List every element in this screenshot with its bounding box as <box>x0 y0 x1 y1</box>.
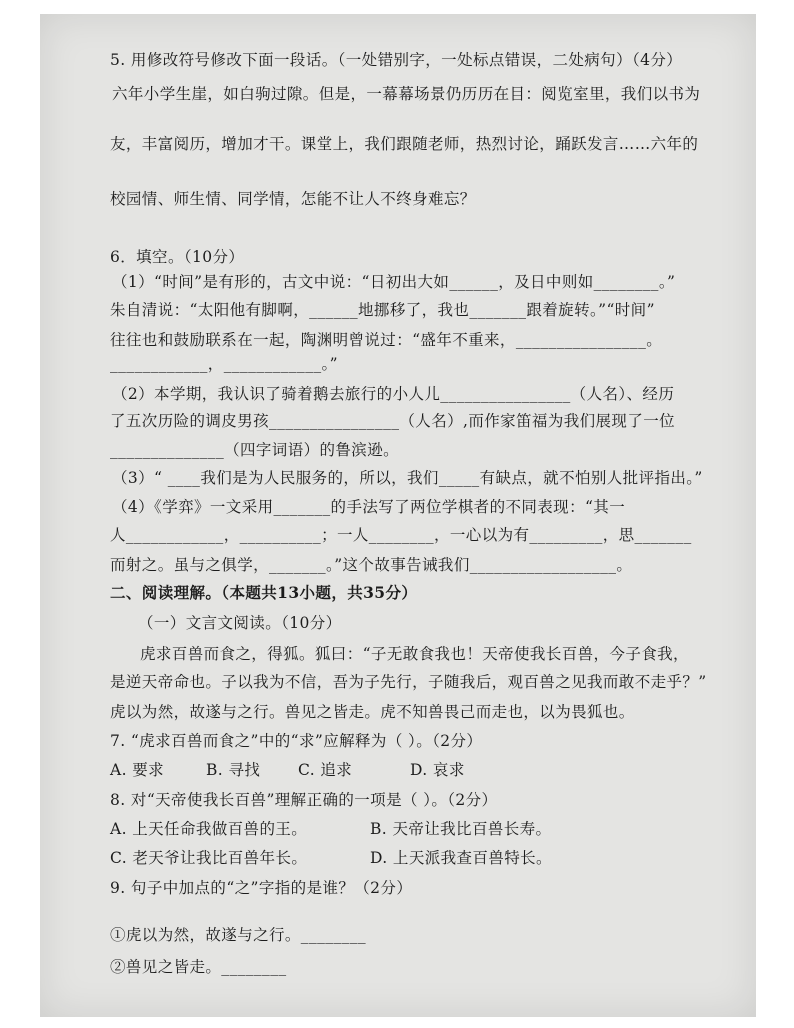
q8-option-b: B. 天帝让我比百兽长寿。 <box>370 820 552 838</box>
q6-line-3: 往往也和鼓励联系在一起，陶渊明曾说过：“盛年不重来，________________。 <box>110 331 663 349</box>
passage-line-2: 是逆天帝命也。子以我为不信，吾为子先行，子随我后，观百兽之见我而敢不走乎？” <box>110 673 707 691</box>
q6-line-6: 了五次历险的调皮男孩________________（人名）,而作家笛福为我们展现了一位 <box>110 412 676 430</box>
q6-line-2: 朱自清说：“太阳他有脚啊，______地挪移了，我也_______跟着旋转。”“时间” <box>110 301 655 319</box>
q6-line-10: 人____________，__________；一人________，一心以为有_________，思_______ <box>110 526 692 544</box>
q6-line-4: ____________，____________。” <box>110 355 338 373</box>
q8-option-a: A. 上天任命我做百兽的王。 <box>110 820 308 838</box>
q6-line-11: 而射之。虽与之俱学，_______。”这个故事告诫我们__________________。 <box>110 556 633 574</box>
q7-option-c: C. 追求 <box>298 761 353 779</box>
q5-heading: 5. 用修改符号修改下面一段话。（一处错别字，一处标点错误，二处病句）（4分） <box>110 51 683 69</box>
q9-item-1: ①虎以为然，故遂与之行。________ <box>110 926 367 944</box>
q6-line-9: （4）《学弈》一文采用_______的手法写了两位学棋者的不同表现：“其一 <box>112 498 626 516</box>
exam-paper <box>40 14 756 1017</box>
passage-line-1: 虎求百兽而食之，得狐。狐曰：“子无敢食我也！天帝使我长百兽，今子食我， <box>140 645 689 663</box>
q6-line-1: （1）“时间”是有形的，古文中说：“日初出大如______，及日中则如________。” <box>112 273 676 291</box>
q5-paragraph-line-2: 友，丰富阅历，增加才干。课堂上，我们跟随老师，热烈讨论，踊跃发言……六年的 <box>110 135 699 153</box>
q7-option-a: A. 要求 <box>110 761 165 779</box>
q8-stem: 8. 对“天帝使我长百兽”理解正确的一项是（ ）。（2分） <box>110 791 498 809</box>
q7-option-d: D. 哀求 <box>410 761 465 779</box>
q9-item-2: ②兽见之皆走。________ <box>110 958 287 976</box>
passage-line-3: 虎以为然，故遂与之行。兽见之皆走。虎不知兽畏己而走也，以为畏狐也。 <box>110 703 635 721</box>
q6-line-8: （3）“ ____我们是为人民服务的，所以，我们_____有缺点，就不怕别人批评指出。” <box>112 469 703 487</box>
q6-heading: 6．填空。（10分） <box>110 248 245 266</box>
q8-option-d: D. 上天派我查百兽特长。 <box>370 849 552 867</box>
q6-line-7: ______________（四字词语）的鲁滨逊。 <box>110 441 400 459</box>
q7-option-b: B. 寻找 <box>206 761 261 779</box>
q6-line-5: （2）本学期，我认识了骑着鹅去旅行的小人儿________________（人名）、经历 <box>112 385 675 403</box>
q5-paragraph-line-3: 校园情、师生情、同学情，怎能不让人不终身难忘？ <box>110 190 476 208</box>
section-2-heading: 二、阅读理解。（本题共13小题，共35分） <box>110 583 418 602</box>
section-2-subheading: （一）文言文阅读。（10分） <box>138 614 342 632</box>
q8-option-c: C. 老天爷让我比百兽年长。 <box>110 849 308 867</box>
q7-stem: 7. “虎求百兽而食之”中的“求”应解释为（ ）。（2分） <box>110 732 483 750</box>
q5-paragraph-line-1: 六年小学生崖，如白驹过隙。但是，一幕幕场景仍历历在目：阅览室里，我们以书为 <box>112 85 701 103</box>
q9-stem: 9. 句子中加点的“之”字指的是谁？（2分） <box>110 879 413 897</box>
